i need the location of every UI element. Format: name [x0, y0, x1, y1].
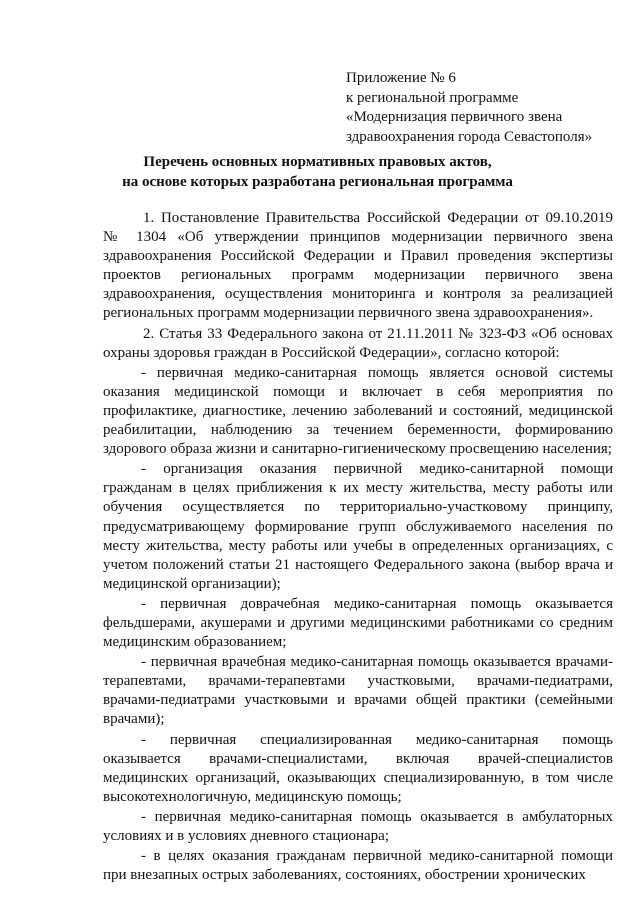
appendix-line: «Модернизация первичного звена	[346, 109, 563, 125]
paragraph-2: 2. Статья 33 Федерального закона от 21.11.2011 № 323-ФЗ «Об основах охраны здоровья граждан в Российской Федерации», согласно которой:	[103, 325, 613, 361]
title-line-2: на основе которых разработана региональная программа	[122, 173, 513, 190]
list-item: - первичная медико-санитарная помощь оказывается в амбулаторных условиях и в условиях дневного стационара;	[103, 808, 613, 844]
list-item: - организация оказания первичной медико-санитарной помощи гражданам в целях приближения к их месту жительства, месту работы или обучения осуществляется по территориально-участковому принципу, предусматривающему формирование групп обслуживаемого населения по месту жительства, месту работы или учебы в определенных организациях, с учетом положений статьи 21 настоящего Федерального закона (выбор врача и медицинской организации);	[103, 461, 613, 592]
appendix-line: Приложение № 6	[346, 70, 456, 86]
list-item: - первичная медико-санитарная помощь является основой системы оказания медицинской помощи и включает в себя мероприятия по профилактике, диагностике, лечению заболеваний и состояний, медицинской реабилитации, наблюдению за течением беременности, формированию здорового образа жизни и санитарно-гигиеническому просвещению населения;	[103, 364, 613, 458]
title-line-1: Перечень основных нормативных правовых актов,	[143, 154, 492, 170]
document-title	[40, 153, 595, 192]
list-item: - первичная доврачебная медико-санитарная помощь оказывается фельдшерами, акушерами и другими медицинскими работниками со средним медицинским образованием;	[103, 595, 613, 651]
paragraph-1: 1. Постановление Правительства Российской Федерации от 09.10.2019 № 1304 «Об утверждении принципов модернизации первичного звена здравоохранения Российской Федерации и Правил проведения экспертизы проектов региональных программ модернизации первичного звена здравоохранения, осуществления мониторинга и контроля за реализацией региональных программ модернизации первичного звена здравоохранения».	[103, 210, 613, 322]
list-item: - первичная врачебная медико-санитарная помощь оказывается врачами-терапевтами, врачами-терапевтами участковыми, врачами-педиатрами, врачами-педиатрами участковыми и врачами общей практики (семейными врачами);	[103, 654, 613, 728]
list-item: - первичная специализированная медико-санитарная помощь оказывается врачами-специалистами, включая врачей-специалистов медицинских организаций, оказывающих специализированную, в том числе высокотехнологичную, медицинскую помощь;	[103, 731, 613, 805]
appendix-line: к региональной программе	[346, 89, 519, 106]
appendix-line: здравоохранения города Севастополя»	[346, 128, 593, 145]
document-body	[103, 209, 613, 885]
appendix-block	[346, 69, 616, 147]
list-item: - в целях оказания гражданам первичной медико-санитарной помощи при внезапных острых заболеваниях, состояниях, обострении хронических	[103, 848, 613, 884]
